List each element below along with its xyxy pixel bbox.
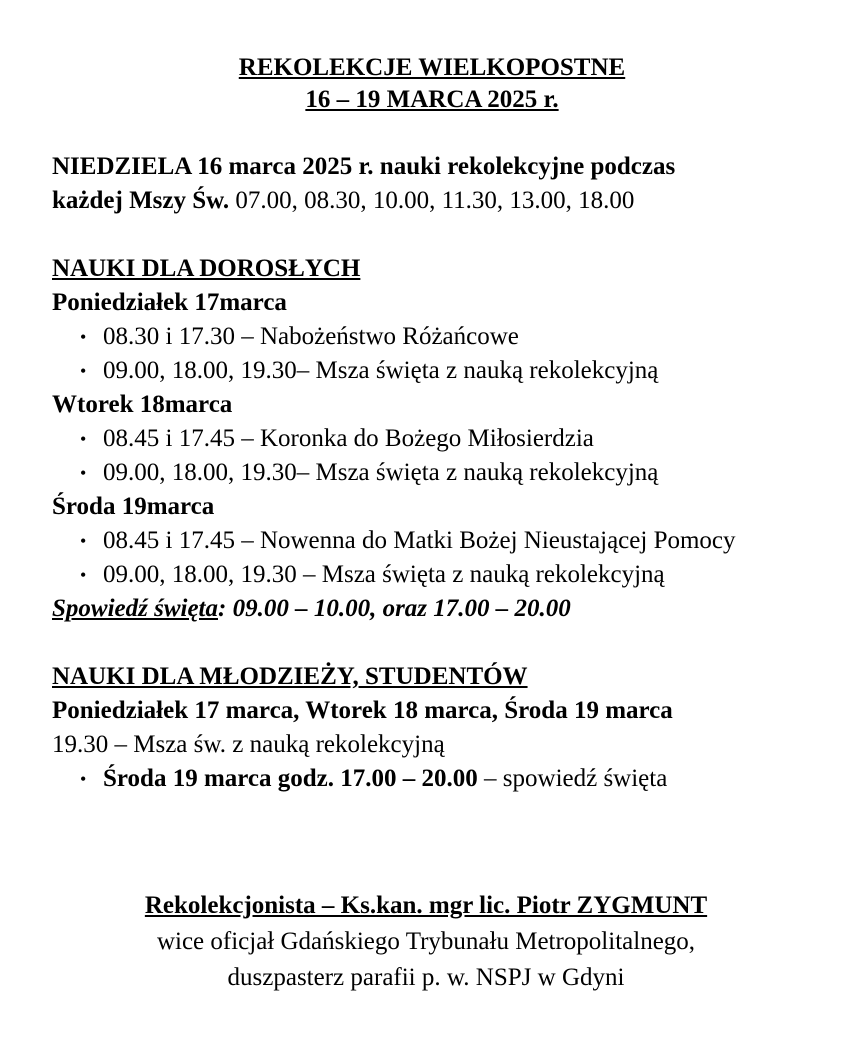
confession-times: : 09.00 – 10.00, oraz 17.00 – 20.00 xyxy=(218,595,571,622)
list-item xyxy=(52,762,812,796)
bullet-icon: • xyxy=(80,327,87,347)
list-item: • 08.45 i 17.45 – Koronka do Bożego Miłosierdzia xyxy=(52,422,812,456)
day-label-wednesday: Środa 19marca xyxy=(52,493,215,520)
bullet-icon: • xyxy=(80,463,87,483)
list-item: • 08.30 i 17.30 – Nabożeństwo Różańcowe xyxy=(52,320,812,354)
list-item: • 09.00, 18.00, 19.30– Msza święta z nauką rekolekcyjną xyxy=(52,354,812,388)
adults-confession xyxy=(52,592,812,626)
bullet-icon: • xyxy=(80,565,87,585)
youth-confession-date: Środa 19 marca godz. 17.00 – 20.00 xyxy=(103,765,478,792)
monday-list xyxy=(52,320,812,388)
youth-confession-label: – spowiedź święta xyxy=(477,765,668,792)
page-title: REKOLEKCJE WIELKOPOSTNE xyxy=(238,54,626,81)
list-item: • 09.00, 18.00, 19.30– Msza święta z nauką rekolekcyjną xyxy=(52,456,812,490)
youth-days: Poniedziałek 17 marca, Wtorek 18 marca, Środa 19 marca xyxy=(52,697,673,724)
sunday-line-1: NIEDZIELA 16 marca 2025 r. nauki rekolekcyjne podczas xyxy=(52,153,676,180)
bullet-icon: • xyxy=(80,769,87,789)
preacher-role-2: duszpasterz parafii p. w. NSPJ w Gdyni xyxy=(227,964,625,991)
bullet-icon: • xyxy=(80,531,87,551)
wednesday-list xyxy=(52,524,812,592)
youth-heading: NAUKI DLA MŁODZIEŻY, STUDENTÓW xyxy=(52,663,528,690)
sunday-mass-times: 07.00, 08.30, 10.00, 11.30, 13.00, 18.00 xyxy=(229,187,635,214)
list-item: • 08.45 i 17.45 – Nowenna do Matki Bożej Nieustającej Pomocy xyxy=(52,524,743,558)
page-dates: 16 – 19 MARCA 2025 r. xyxy=(305,86,559,113)
sunday-line-2 xyxy=(52,184,812,218)
footer xyxy=(0,888,852,996)
bullet-icon: • xyxy=(80,361,87,381)
list-item: • 09.00, 18.00, 19.30 – Msza święta z nauką rekolekcyjną xyxy=(52,558,812,592)
tuesday-list xyxy=(52,422,812,490)
confession-label: Spowiedź święta xyxy=(52,595,218,622)
document-body xyxy=(52,52,812,796)
youth-list xyxy=(52,762,812,796)
bullet-icon: • xyxy=(80,429,87,449)
sunday-mass-label: każdej Mszy Św. xyxy=(52,187,230,214)
day-label-tuesday: Wtorek 18marca xyxy=(52,391,233,418)
youth-mass: 19.30 – Msza św. z nauką rekolekcyjną xyxy=(52,731,445,758)
day-label-monday: Poniedziałek 17marca xyxy=(52,289,287,316)
preacher-name: Rekolekcjonista – Ks.kan. mgr lic. Piotr ZYGMUNT xyxy=(144,892,708,919)
preacher-role-1: wice oficjał Gdańskiego Trybunału Metropolitalnego, xyxy=(156,928,696,955)
adults-heading: NAUKI DLA DOROSŁYCH xyxy=(52,255,361,282)
